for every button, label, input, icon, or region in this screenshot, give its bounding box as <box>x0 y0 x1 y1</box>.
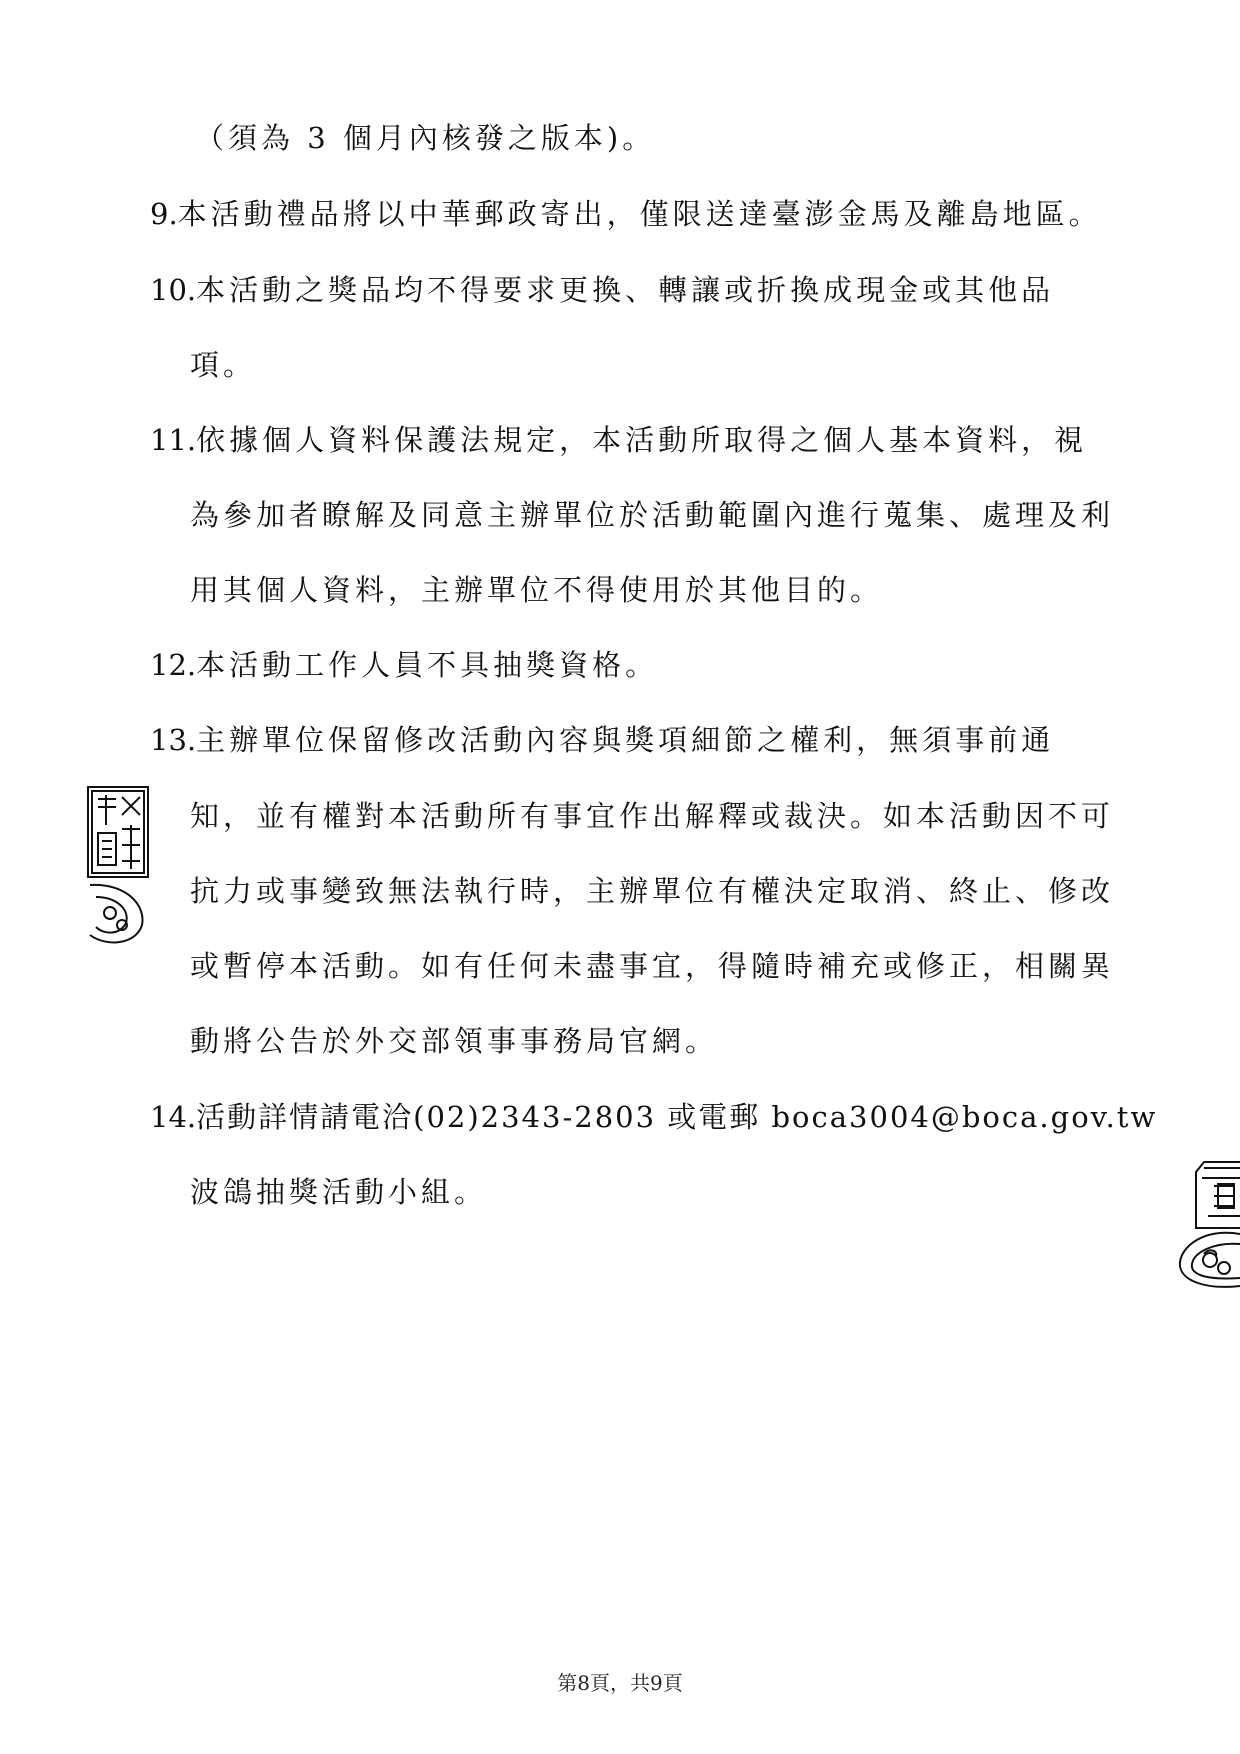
text-line <box>190 871 1114 911</box>
line-text: 本活動禮品將以中華郵政寄出，僅限送達臺澎金馬及離島地區。 <box>177 197 1102 231</box>
text-line <box>190 1172 487 1212</box>
text-line <box>190 796 1114 836</box>
page-number: 第8頁，共9頁 <box>557 1671 683 1695</box>
line-text: 為參加者瞭解及同意主辦單位於活動範圍內進行蒐集、處理及利 <box>190 498 1115 532</box>
page-footer <box>0 1667 1240 1696</box>
item-number: 12. <box>150 648 197 682</box>
line-text: 動將公告於外交部領事事務局官網。 <box>190 1024 719 1058</box>
item-number: 14. <box>150 1100 197 1134</box>
line-text: 抗力或事變致無法執行時，主辦單位有權決定取消、終止、修改 <box>190 874 1115 908</box>
text-line <box>190 1021 718 1061</box>
text-line <box>195 118 655 158</box>
line-text: 用其個人資料，主辦單位不得使用於其他目的。 <box>190 573 884 607</box>
line-text: 知，並有權對本活動所有事宜作出解釋或裁決。如本活動因不可 <box>190 799 1115 833</box>
line-text: 或暫停本活動。如有任何未盡事宜，得隨時補充或修正，相關異 <box>190 949 1115 983</box>
list-item-9 <box>150 194 1102 234</box>
text-line <box>190 345 256 385</box>
line-text: 主辦單位保留修改活動內容與獎項細節之權利，無須事前通 <box>196 723 1055 757</box>
list-item-12 <box>150 645 658 685</box>
text-line <box>190 570 883 610</box>
item-number: 10. <box>150 273 197 307</box>
line-text: （須為 3 個月內核發之版本)。 <box>195 121 656 155</box>
line-text: 波鴿抽獎活動小組。 <box>190 1175 488 1209</box>
line-text: 依據個人資料保護法規定，本活動所取得之個人基本資料，視 <box>196 423 1088 457</box>
line-text: 活動詳情請電洽(02)2343-2803 或電郵 boca3004@boca.gov.tw <box>196 1100 1158 1134</box>
text-line <box>190 946 1114 986</box>
item-number: 9. <box>150 197 178 231</box>
seal-stamp-icon <box>1174 1158 1240 1293</box>
line-text: 本活動工作人員不具抽獎資格。 <box>196 648 659 682</box>
list-item-10 <box>150 270 1054 310</box>
list-item-14 <box>150 1097 1157 1137</box>
line-text: 項。 <box>190 348 257 382</box>
list-item-13 <box>150 720 1054 760</box>
line-text: 本活動之獎品均不得要求更換、轉讓或折換成現金或其他品 <box>196 273 1055 307</box>
list-item-11 <box>150 420 1087 460</box>
item-number: 13. <box>150 723 197 757</box>
seal-stamp-icon <box>86 785 152 950</box>
text-line <box>190 495 1114 535</box>
item-number: 11. <box>150 423 197 457</box>
